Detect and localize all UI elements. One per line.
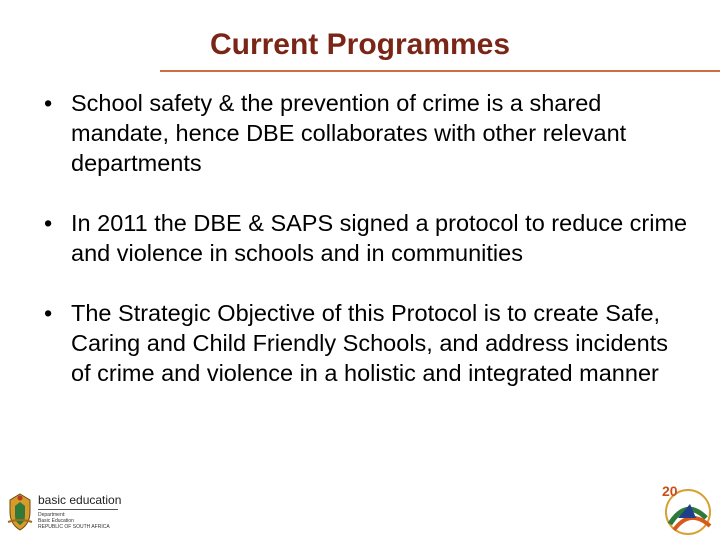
logo-sub-line: Department: [38, 512, 66, 518]
bullet-text: In 2011 the DBE & SAPS signed a protocol to reduce crime and violence in schools and in communities [71, 210, 688, 266]
anniversary-emblem-icon [656, 478, 716, 538]
bullet-text: School safety & the prevention of crime is a shared mandate, hence DBE collaborates with other relevant departments [71, 90, 627, 176]
logo-subtext [38, 512, 128, 530]
title-underline [160, 70, 720, 72]
logo-divider [38, 509, 118, 510]
bullet-marker: • [44, 90, 53, 116]
bullet-item [44, 208, 694, 268]
anniversary-number: 20 [662, 483, 678, 499]
coat-of-arms-icon [6, 492, 34, 532]
bullet-text: The Strategic Objective of this Protocol is to create Safe, Caring and Child Friendly Schools, and address incidents of crime and violence in a holistic and integrated manner [71, 300, 668, 386]
bullet-list [44, 88, 694, 418]
slide-title: Current Programmes [209, 28, 511, 61]
logo-text: basic education [38, 493, 122, 507]
bullet-item [44, 88, 694, 178]
logo-sub-line: Basic Education [38, 518, 74, 524]
bullet-item [44, 298, 694, 388]
bullet-marker: • [44, 210, 53, 236]
logo-sub-line: REPUBLIC OF SOUTH AFRICA [38, 524, 110, 530]
bullet-marker: • [44, 300, 53, 326]
dbe-logo [0, 486, 130, 540]
